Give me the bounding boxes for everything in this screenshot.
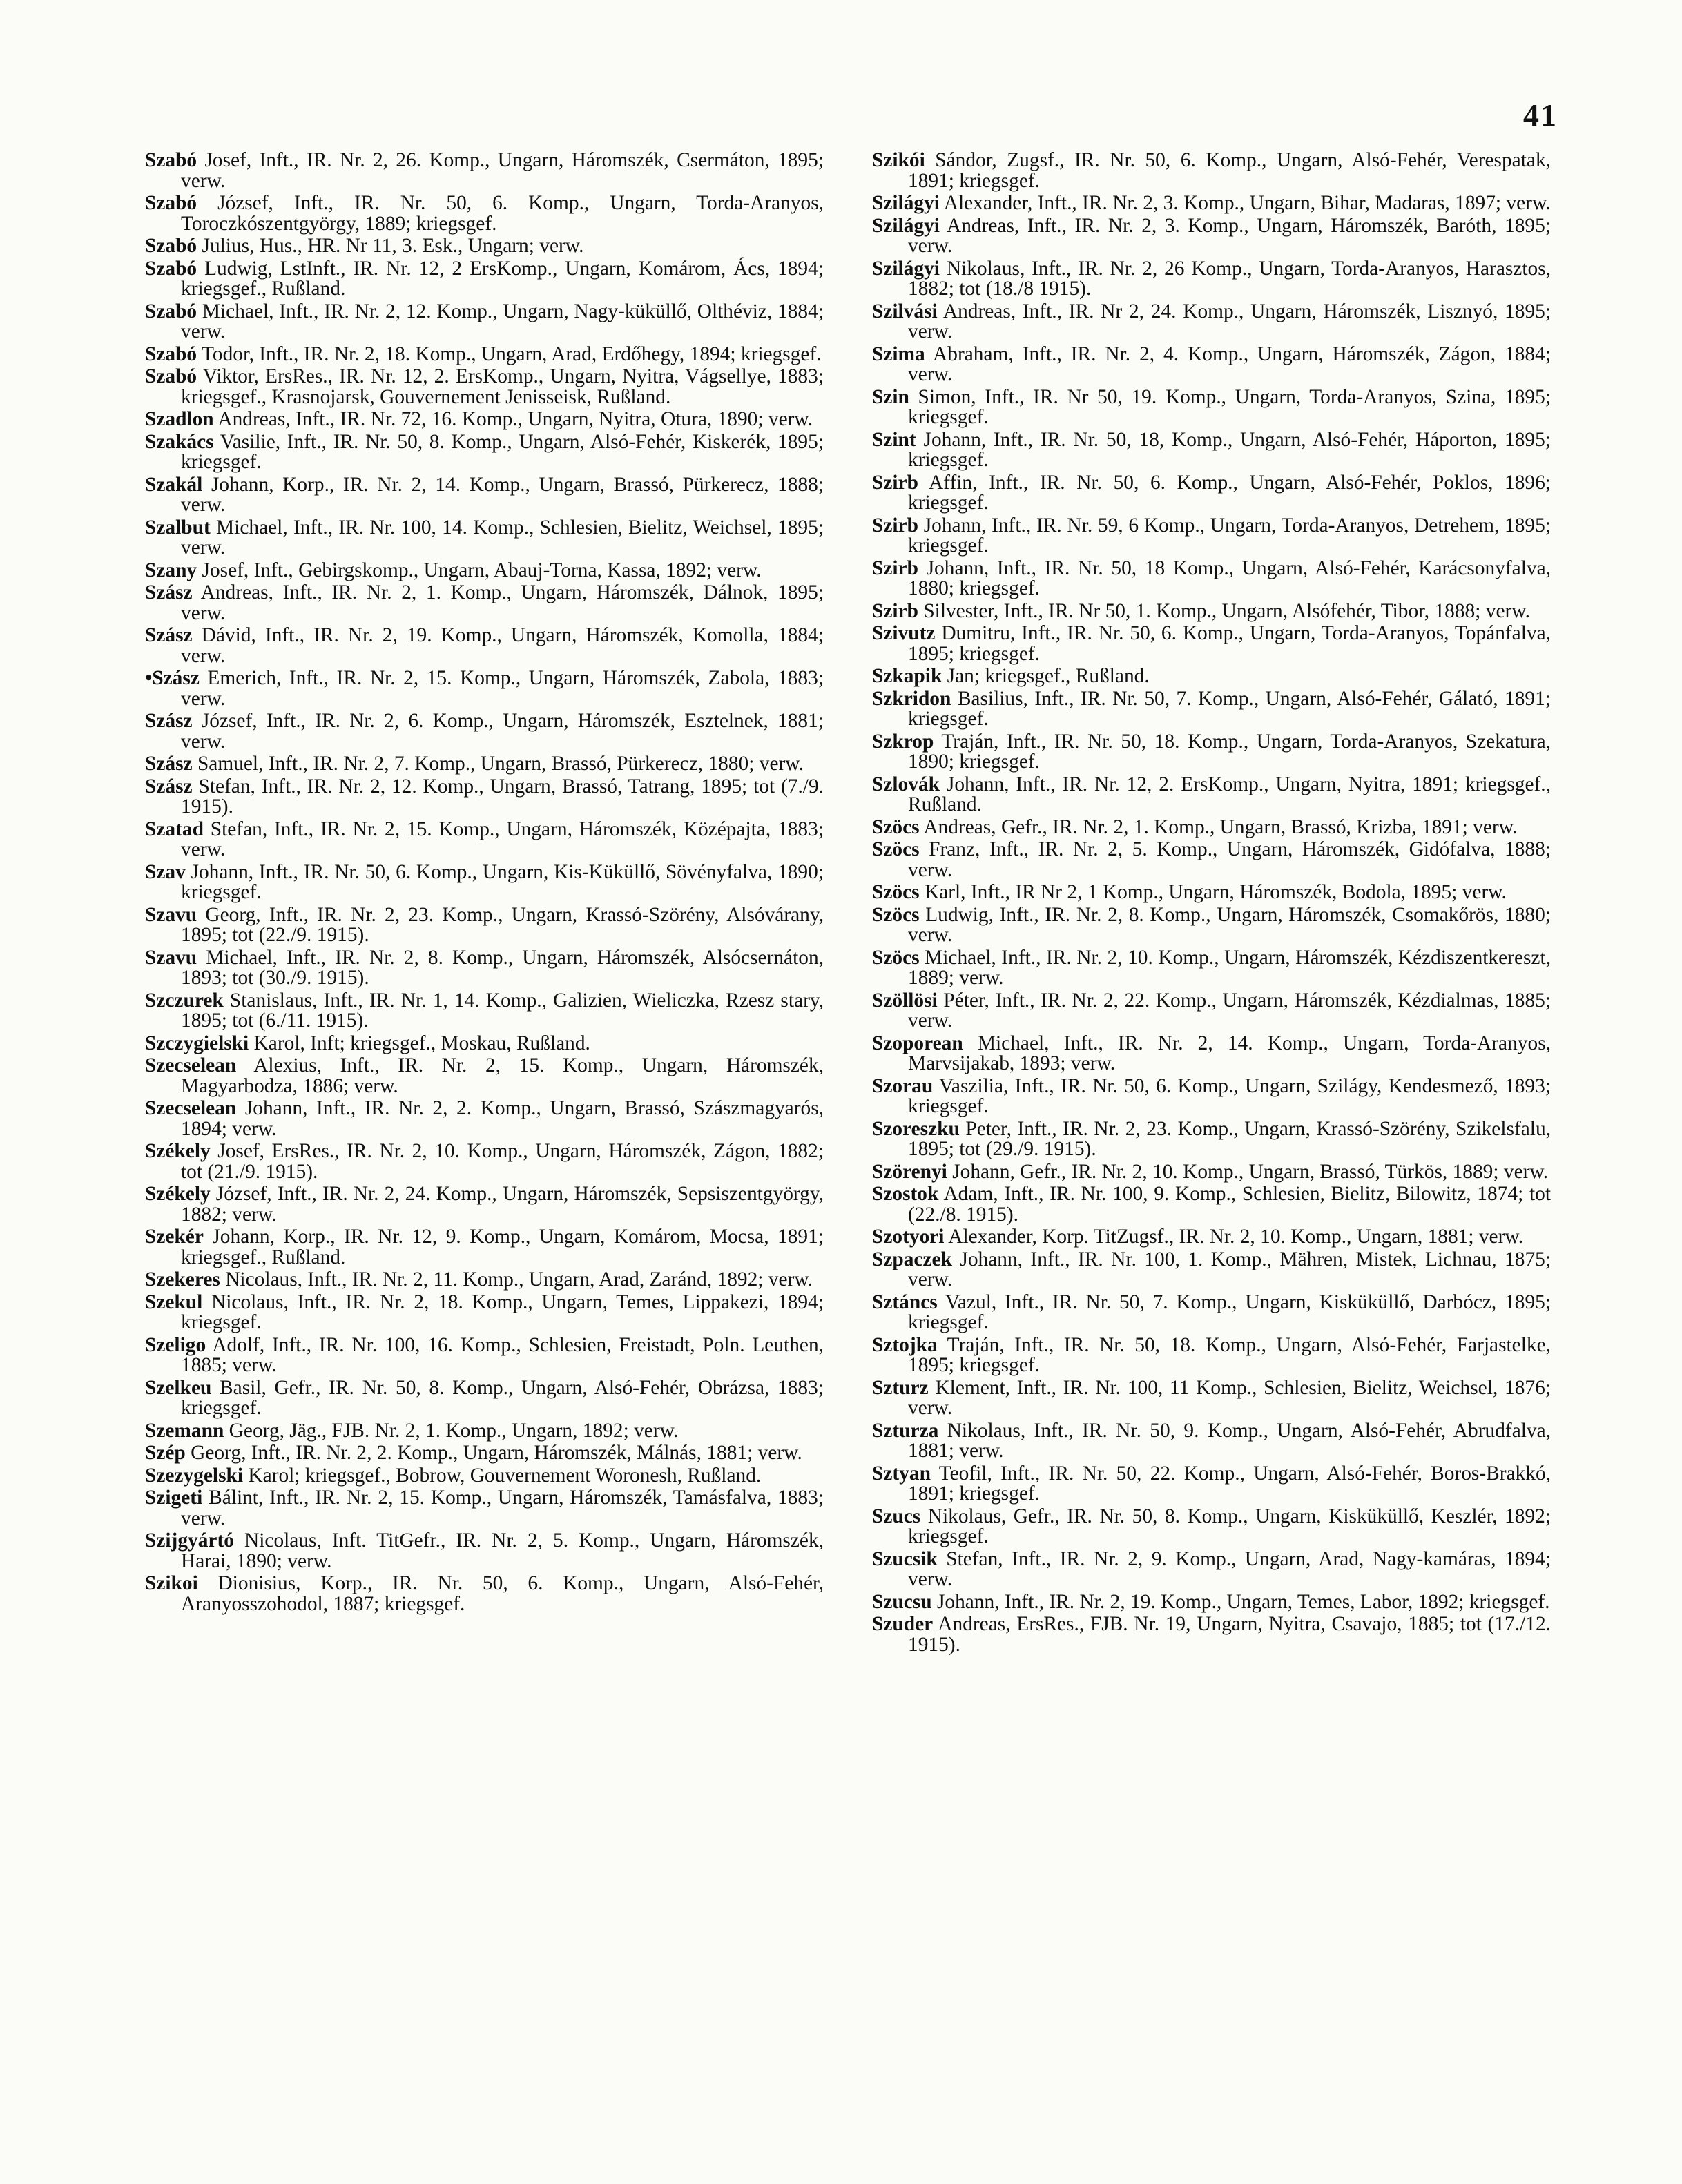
list-item	[145, 583, 824, 624]
list-item	[145, 1293, 824, 1333]
list-item	[145, 1056, 824, 1096]
entry-details: Nikolaus, Gefr., IR. Nr. 50, 8. Komp., Ungarn, Kisküküllő, Keszlér, 1892; kriegsgef.	[908, 1505, 1551, 1547]
entry-details: Andreas, Inft., IR. Nr. 72, 16. Komp., Ungarn, Nyitra, Otura, 1890; verw.	[218, 408, 813, 430]
entry-surname: Szekul	[145, 1291, 203, 1313]
entry-details: Stefan, Inft., IR. Nr. 2, 12. Komp., Ungarn, Brassó, Tatrang, 1895; tot (7./9. 1915).	[181, 775, 824, 818]
list-item	[872, 302, 1551, 342]
list-item	[872, 689, 1551, 730]
right-column	[872, 151, 1551, 1657]
entry-surname: Szabó	[145, 257, 197, 280]
entry-details: Michael, Inft., IR. Nr. 100, 14. Komp., Schlesien, Bielitz, Weichsel, 1895; verw.	[181, 516, 824, 559]
entry-details: Johann, Inft., IR. Nr. 50, 18 Komp., Ungarn, Alsó-Fehér, Karácsonyfalva, 1880; kriegsgef.	[908, 557, 1551, 599]
list-item	[145, 626, 824, 666]
entry-details: Andreas, ErsRes., FJB. Nr. 19, Ungarn, Nyitra, Csavajo, 1885; tot (17./12. 1915).	[908, 1613, 1551, 1656]
entry-surname: Szász	[145, 710, 193, 732]
entry-surname: Sztyan	[872, 1462, 931, 1485]
entry-details: Michael, Inft., IR. Nr. 2, 10. Komp., Ungarn, Háromszék, Kézdiszentkereszt, 1889; verw.	[908, 946, 1551, 989]
entry-surname: Szabó	[145, 365, 197, 387]
entry-details: Karol; kriegsgef., Bobrow, Gouvernement Woronesh, Rußland.	[248, 1464, 762, 1487]
entry-surname: Szin	[872, 385, 909, 408]
entry-surname: Székely	[145, 1183, 211, 1205]
list-item	[145, 1488, 824, 1529]
entry-details: Johann, Inft., IR. Nr. 2, 19. Komp., Ungarn, Temes, Labor, 1892; kriegsgef.	[936, 1590, 1550, 1613]
entry-surname: Székely	[145, 1140, 211, 1162]
entry-details: Johann, Inft., IR. Nr. 2, 2. Komp., Ungarn, Brassó, Szászmagyarós, 1894; verw.	[181, 1097, 824, 1140]
list-item	[145, 518, 824, 559]
entry-details: József, Inft., IR. Nr. 2, 6. Komp., Ungarn, Háromszék, Esztelnek, 1881; verw.	[181, 710, 824, 753]
list-item	[872, 905, 1551, 946]
entry-surname: Szilágyi	[872, 257, 940, 280]
entry-details: Bálint, Inft., IR. Nr. 2, 15. Komp., Ungarn, Háromszék, Tamásfalva, 1883; verw.	[181, 1487, 824, 1529]
list-item	[872, 1549, 1551, 1590]
entry-details: Teofil, Inft., IR. Nr. 50, 22. Komp., Ungarn, Alsó-Fehér, Boros-Brakkó, 1891; kriegsgef.	[908, 1462, 1551, 1505]
entry-details: Johann, Korp., IR. Nr. 2, 14. Komp., Ungarn, Brassó, Pürkerecz, 1888; verw.	[181, 473, 824, 516]
entry-details: Vazul, Inft., IR. Nr. 50, 7. Komp., Ungarn, Kisküküllő, Darbócz, 1895; kriegsgef.	[908, 1291, 1551, 1333]
entry-surname: Szigeti	[145, 1487, 203, 1509]
entry-surname: Szirb	[872, 471, 918, 494]
list-item	[145, 777, 824, 818]
list-item	[872, 1227, 1551, 1248]
list-item	[872, 815, 1551, 838]
entry-details: Todor, Inft., IR. Nr. 2, 18. Komp., Ungarn, Arad, Erdőhegy, 1894; kriegsgef.	[201, 342, 822, 365]
entry-details: Michael, Inft., IR. Nr. 2, 8. Komp., Ungarn, Háromszék, Alsócsernáton, 1893; tot (30./9. 1915).	[181, 946, 824, 989]
entry-surname: Szijgyártó	[145, 1529, 234, 1552]
list-item	[872, 1076, 1551, 1117]
list-item	[872, 193, 1551, 214]
entry-details: Viktor, ErsRes., IR. Nr. 12, 2. ErsKomp., Ungarn, Nyitra, Vágsellye, 1883; kriegsgef., Krasnojarsk, Gouvernement Jenisseisk, Rußland.	[181, 365, 824, 408]
list-item	[145, 259, 824, 300]
entry-details: Johann, Gefr., IR. Nr. 2, 10. Komp., Ungarn, Brassó, Türkös, 1889; verw.	[952, 1160, 1549, 1183]
entry-details: Jan; kriegsgef., Rußland.	[947, 665, 1150, 687]
entry-details: Péter, Inft., IR. Nr. 2, 22. Komp., Ungarn, Háromszék, Kézdialmas, 1885; verw.	[908, 989, 1551, 1032]
list-item	[145, 754, 824, 775]
list-item	[145, 561, 824, 581]
entry-surname: •Szász	[145, 667, 200, 689]
list-item	[145, 991, 824, 1032]
entry-details: Silvester, Inft., IR. Nr 50, 1. Komp., Ungarn, Alsófehér, Tibor, 1888; verw.	[923, 599, 1530, 622]
list-item	[145, 1034, 824, 1054]
entry-surname: Szirb	[872, 514, 918, 537]
entry-details: Ludwig, Inft., IR. Nr. 2, 8. Komp., Ungarn, Háromszék, Csomakőrös, 1880; verw.	[908, 903, 1551, 946]
list-item	[145, 1443, 824, 1464]
entry-details: Abraham, Inft., IR. Nr. 2, 4. Komp., Ungarn, Háromszék, Zágon, 1884; verw.	[908, 342, 1551, 385]
list-item	[872, 882, 1551, 903]
entry-details: Peter, Inft., IR. Nr. 2, 23. Komp., Ungarn, Krassó-Szörény, Szikelsfalu, 1895; tot (29./9. 1915).	[908, 1117, 1551, 1160]
list-item	[872, 666, 1551, 687]
list-item	[145, 1099, 824, 1139]
entry-surname: Szelkeu	[145, 1376, 212, 1399]
entry-surname: Szekér	[145, 1226, 204, 1248]
list-item	[145, 905, 824, 946]
list-item	[872, 1184, 1551, 1225]
entry-surname: Szotyori	[872, 1226, 945, 1248]
entry-details: Andreas, Gefr., IR. Nr. 2, 1. Komp., Ungarn, Brassó, Krizba, 1891; verw.	[923, 815, 1518, 838]
entry-surname: Szöcs	[872, 903, 920, 926]
entry-details: József, Inft., IR. Nr. 2, 24. Komp., Ungarn, Háromszék, Sepsiszentgyörgy, 1882; verw.	[181, 1183, 824, 1226]
entry-details: Simon, Inft., IR. Nr 50, 19. Komp., Ungarn, Torda-Aranyos, Szina, 1895; kriegsgef.	[908, 385, 1551, 428]
entry-details: Stefan, Inft., IR. Nr. 2, 9. Komp., Ungarn, Arad, Nagy-kamáras, 1894; verw.	[908, 1547, 1551, 1590]
entry-details: Ludwig, LstInft., IR. Nr. 12, 2 ErsKomp., Ungarn, Komárom, Ács, 1894; kriegsgef., Rußland.	[181, 257, 824, 300]
list-item	[872, 151, 1551, 191]
entry-surname: Szany	[145, 559, 197, 581]
entry-surname: Szima	[872, 342, 925, 365]
list-item	[872, 516, 1551, 557]
entry-surname: Szkapik	[872, 665, 942, 687]
list-item	[145, 711, 824, 752]
entry-details: Georg, Jäg., FJB. Nr. 2, 1. Komp., Ungarn, 1892; verw.	[229, 1419, 679, 1442]
list-item	[145, 342, 824, 365]
entry-details: Johann, Inft., IR. Nr. 50, 6. Komp., Ungarn, Kis-Küküllő, Sövényfalva, 1890; kriegsgef.	[181, 860, 824, 903]
entry-surname: Szlovák	[872, 773, 940, 795]
list-item	[872, 559, 1551, 599]
entry-surname: Sztojka	[872, 1333, 938, 1356]
entry-surname: Szkridon	[872, 687, 951, 710]
list-item	[145, 367, 824, 407]
entry-details: Nicolaus, Inft., IR. Nr. 2, 11. Komp., Ungarn, Arad, Zaránd, 1892; verw.	[225, 1268, 813, 1291]
entry-surname: Szav	[145, 860, 186, 883]
entry-details: Dávid, Inft., IR. Nr. 2, 19. Komp., Ungarn, Háromszék, Komolla, 1884; verw.	[181, 624, 824, 667]
entry-surname: Szuder	[872, 1613, 934, 1635]
entry-details: Josef, Inft., Gebirgskomp., Ungarn, Abauj-Torna, Kassa, 1892; verw.	[202, 559, 762, 581]
entry-details: Sándor, Zugsf., IR. Nr. 50, 6. Komp., Ungarn, Alsó-Fehér, Verespatak, 1891; kriegsgef.	[908, 149, 1551, 192]
entry-surname: Szilvási	[872, 300, 938, 322]
entry-details: Karl, Inft., IR Nr 2, 1 Komp., Ungarn, Háromszék, Bodola, 1895; verw.	[924, 881, 1507, 903]
entry-details: Johann, Inft., IR. Nr. 12, 2. ErsKomp., Ungarn, Nyitra, 1891; kriegsgef., Rußland.	[908, 773, 1551, 815]
entry-details: Basilius, Inft., IR. Nr. 50, 7. Komp., Ungarn, Alsó-Fehér, Gálató, 1891; kriegsgef.	[908, 687, 1551, 730]
entry-details: Johann, Inft., IR. Nr. 50, 18, Komp., Ungarn, Alsó-Fehér, Háporton, 1895; kriegsgef.	[908, 428, 1551, 471]
entry-details: Julius, Hus., HR. Nr 11, 3. Esk., Ungarn; verw.	[202, 235, 584, 257]
list-item	[872, 342, 1551, 385]
entry-surname: Szabó	[145, 235, 197, 257]
entry-details: Andreas, Inft., IR. Nr 2, 24. Komp., Ungarn, Háromszék, Lisznyó, 1895; verw.	[908, 300, 1551, 342]
list-item	[872, 775, 1551, 815]
list-item	[872, 1250, 1551, 1291]
entry-surname: Szilágyi	[872, 192, 940, 214]
entry-details: Samuel, Inft., IR. Nr. 2, 7. Komp., Ungarn, Brassó, Pürkerecz, 1880; verw.	[197, 753, 804, 775]
entry-surname: Szász	[145, 775, 193, 798]
list-item	[872, 1335, 1551, 1376]
entry-surname: Szucs	[872, 1505, 921, 1527]
entry-surname: Szadlon	[145, 408, 214, 430]
list-item	[872, 1162, 1551, 1183]
list-item	[872, 1421, 1551, 1462]
entry-surname: Szöcs	[872, 815, 920, 838]
entry-surname: Szturz	[872, 1376, 929, 1399]
entry-details: Michael, Inft., IR. Nr. 2, 14. Komp., Ungarn, Torda-Aranyos, Marvsijakab, 1893; verw.	[908, 1032, 1551, 1074]
entry-details: Klement, Inft., IR. Nr. 100, 11 Komp., Schlesien, Bielitz, Weichsel, 1876; verw.	[908, 1376, 1551, 1419]
entry-details: Michael, Inft., IR. Nr. 2, 12. Komp., Ungarn, Nagy-küküllő, Olthéviz, 1884; verw.	[181, 300, 824, 342]
entry-details: Johann, Inft., IR. Nr. 59, 6 Komp., Ungarn, Torda-Aranyos, Detrehem, 1895; kriegsgef.	[908, 514, 1551, 557]
list-item	[145, 948, 824, 989]
list-item	[145, 193, 824, 234]
entry-details: Karol, Inft; kriegsgef., Moskau, Rußland.	[253, 1032, 590, 1054]
entry-surname: Szorau	[872, 1074, 934, 1097]
entry-surname: Szecselean	[145, 1097, 237, 1119]
entry-surname: Szabó	[145, 342, 197, 365]
list-item	[145, 1141, 824, 1182]
list-item	[145, 668, 824, 709]
entry-details: Dumitru, Inft., IR. Nr. 50, 6. Komp., Ungarn, Torda-Aranyos, Topánfalva, 1895; kriegsgef.	[908, 622, 1551, 665]
list-item	[872, 732, 1551, 773]
entry-surname: Szecselean	[145, 1054, 237, 1076]
entry-surname: Szakács	[145, 430, 214, 453]
entry-details: Emerich, Inft., IR. Nr. 2, 15. Komp., Ungarn, Háromszék, Zabola, 1883; verw.	[181, 667, 824, 710]
entry-surname: Szép	[145, 1442, 186, 1464]
list-item	[145, 1421, 824, 1442]
entry-details: Alexander, Korp. TitZugsf., IR. Nr. 2, 10. Komp., Ungarn, 1881; verw.	[948, 1226, 1524, 1248]
entry-surname: Szucsik	[872, 1547, 938, 1570]
entry-surname: Szabó	[145, 149, 197, 171]
list-item	[872, 430, 1551, 471]
entry-details: Johann, Inft., IR. Nr. 100, 1. Komp., Mähren, Mistek, Lichnau, 1875; verw.	[908, 1248, 1551, 1291]
entry-details: Stanislaus, Inft., IR. Nr. 1, 14. Komp., Galizien, Wieliczka, Rzesz stary, 1895; tot (6./11. 1915).	[181, 989, 824, 1032]
entry-surname: Szeligo	[145, 1333, 206, 1356]
entry-details: Georg, Inft., IR. Nr. 2, 2. Komp., Ungarn, Háromszék, Málnás, 1881; verw.	[191, 1442, 802, 1464]
list-item	[145, 1531, 824, 1572]
list-item	[872, 840, 1551, 880]
entry-details: Alexius, Inft., IR. Nr. 2, 15. Komp., Ungarn, Háromszék, Magyarbodza, 1886; verw.	[181, 1054, 824, 1097]
list-item	[872, 1464, 1551, 1505]
entry-surname: Sztáncs	[872, 1291, 938, 1313]
list-item	[872, 1507, 1551, 1547]
list-item	[145, 151, 824, 191]
entry-details: Nikolaus, Inft., IR. Nr. 50, 9. Komp., Ungarn, Alsó-Fehér, Abrudfalva, 1881; verw.	[908, 1419, 1551, 1462]
entry-surname: Szpaczek	[872, 1248, 952, 1270]
entry-surname: Szöcs	[872, 838, 920, 860]
list-item	[145, 1335, 824, 1376]
entry-surname: Szalbut	[145, 516, 211, 539]
entry-details: Stefan, Inft., IR. Nr. 2, 15. Komp., Ungarn, Háromszék, Középajta, 1883; verw.	[181, 818, 824, 860]
list-item	[872, 991, 1551, 1032]
entry-surname: Szabó	[145, 300, 197, 322]
page-number: 41	[1523, 97, 1558, 133]
entry-surname: Szint	[872, 428, 916, 451]
entry-surname: Szkrop	[872, 730, 934, 753]
list-item	[145, 1574, 824, 1614]
entry-surname: Szöllösi	[872, 989, 938, 1012]
entries-columns	[145, 151, 1551, 1657]
list-item	[872, 1614, 1551, 1655]
entry-details: Josef, ErsRes., IR. Nr. 2, 10. Komp., Ungarn, Háromszék, Zágon, 1882; tot (21./9. 1915).	[181, 1140, 824, 1183]
list-item	[145, 302, 824, 342]
list-item	[872, 1592, 1551, 1613]
entry-surname: Szász	[145, 753, 193, 775]
entry-surname: Szoreszku	[872, 1117, 960, 1140]
list-item	[872, 259, 1551, 300]
entry-details: Vasilie, Inft., IR. Nr. 50, 8. Komp., Ungarn, Alsó-Fehér, Kiskerék, 1895; kriegsgef.	[181, 430, 824, 473]
entry-details: Dionisius, Korp., IR. Nr. 50, 6. Komp., Ungarn, Alsó-Fehér, Aranyosszohodol, 1887; kriegsgef.	[181, 1572, 824, 1615]
entry-surname: Szatad	[145, 818, 204, 840]
list-item	[145, 1466, 824, 1487]
entry-surname: Szavu	[145, 903, 197, 926]
list-item	[145, 409, 824, 430]
list-item	[872, 601, 1551, 622]
list-item	[872, 1293, 1551, 1333]
list-item	[872, 1119, 1551, 1160]
entry-surname: Szikói	[872, 149, 925, 171]
entry-surname: Szikoi	[145, 1572, 198, 1594]
entry-surname: Szucsu	[872, 1590, 932, 1613]
entry-details: Traján, Inft., IR. Nr. 50, 18. Komp., Ungarn, Torda-Aranyos, Szekatura, 1890; kriegsgef.	[908, 730, 1552, 773]
entry-details: Josef, Inft., IR. Nr. 2, 26. Komp., Ungarn, Háromszék, Csermáton, 1895; verw.	[181, 149, 824, 192]
list-item	[872, 624, 1551, 664]
entry-surname: Szirb	[872, 599, 918, 622]
entry-surname: Szász	[145, 624, 193, 646]
entry-details: József, Inft., IR. Nr. 50, 6. Komp., Ungarn, Torda-Aranyos, Toroczkószentgyörgy, 1889; kriegsgef.	[181, 192, 824, 235]
entry-surname: Szemann	[145, 1419, 224, 1442]
entry-details: Nicolaus, Inft., IR. Nr. 2, 18. Komp., Ungarn, Temes, Lippakezi, 1894; kriegsgef.	[181, 1291, 824, 1333]
entry-details: Franz, Inft., IR. Nr. 2, 5. Komp., Ungarn, Háromszék, Gidófalva, 1888; verw.	[908, 838, 1551, 881]
entry-surname: Szczygielski	[145, 1032, 249, 1054]
entry-surname: Szörenyi	[872, 1160, 947, 1183]
entry-surname: Szekeres	[145, 1268, 220, 1291]
entry-details: Alexander, Inft., IR. Nr. 2, 3. Komp., Ungarn, Bihar, Madaras, 1897; verw.	[943, 192, 1551, 214]
entry-details: Nicolaus, Inft. TitGefr., IR. Nr. 2, 5. Komp., Ungarn, Háromszék, Harai, 1890; verw.	[181, 1529, 824, 1572]
entry-surname: Szturza	[872, 1419, 939, 1442]
entry-surname: Szakál	[145, 473, 203, 496]
list-item	[872, 948, 1551, 989]
entry-surname: Szirb	[872, 557, 918, 579]
entry-surname: Szoporean	[872, 1032, 963, 1054]
list-item	[872, 473, 1551, 514]
entry-details: Johann, Korp., IR. Nr. 12, 9. Komp., Ungarn, Komárom, Mocsa, 1891; kriegsgef., Rußland.	[181, 1226, 824, 1268]
entry-details: Andreas, Inft., IR. Nr. 2, 1. Komp., Ungarn, Háromszék, Dálnok, 1895; verw.	[181, 581, 824, 624]
list-item	[145, 1270, 824, 1291]
entry-surname: Szavu	[145, 946, 197, 969]
entry-details: Vaszilia, Inft., IR. Nr. 50, 6. Komp., Ungarn, Szilágy, Kendesmező, 1893; kriegsgef.	[908, 1074, 1551, 1117]
entry-surname: Szczurek	[145, 989, 224, 1012]
list-item	[145, 475, 824, 516]
list-item	[145, 432, 824, 473]
entry-surname: Szezygelski	[145, 1464, 244, 1487]
entry-surname: Szász	[145, 581, 193, 603]
list-item	[145, 236, 824, 257]
entry-details: Adolf, Inft., IR. Nr. 100, 16. Komp., Schlesien, Freistadt, Poln. Leuthen, 1885; verw.	[181, 1333, 824, 1376]
entry-details: Adam, Inft., IR. Nr. 100, 9. Komp., Schlesien, Bielitz, Bilowitz, 1874; tot (22./8. 1915).	[908, 1183, 1551, 1226]
entry-surname: Szivutz	[872, 622, 936, 644]
entry-details: Georg, Inft., IR. Nr. 2, 23. Komp., Ungarn, Krassó-Szörény, Alsóvárany, 1895; tot (22./9. 1915).	[181, 903, 824, 946]
entry-surname: Szöcs	[872, 946, 920, 969]
list-item	[872, 1034, 1551, 1074]
entry-surname: Szostok	[872, 1183, 939, 1205]
entry-details: Traján, Inft., IR. Nr. 50, 18. Komp., Ungarn, Alsó-Fehér, Farjastelke, 1895; kriegsgef.	[908, 1333, 1551, 1376]
list-item	[872, 387, 1551, 428]
entry-details: Andreas, Inft., IR. Nr. 2, 3. Komp., Ungarn, Háromszék, Baróth, 1895; verw.	[908, 214, 1551, 257]
entry-details: Affin, Inft., IR. Nr. 50, 6. Komp., Ungarn, Alsó-Fehér, Poklos, 1896; kriegsgef.	[908, 471, 1551, 514]
entry-surname: Szilágyi	[872, 214, 940, 237]
list-item	[145, 820, 824, 860]
list-item	[145, 1184, 824, 1225]
list-item	[145, 862, 824, 903]
left-column	[145, 151, 824, 1657]
list-item	[145, 1378, 824, 1419]
list-item	[872, 1378, 1551, 1419]
entry-details: Basil, Gefr., IR. Nr. 50, 8. Komp., Ungarn, Alsó-Fehér, Obrázsa, 1883; kriegsgef.	[181, 1376, 824, 1419]
list-item	[872, 216, 1551, 257]
entry-surname: Szabó	[145, 192, 197, 214]
list-item	[145, 1227, 824, 1268]
entry-details: Nikolaus, Inft., IR. Nr. 2, 26 Komp., Ungarn, Torda-Aranyos, Harasztos, 1882; tot (18./8 1915).	[908, 257, 1552, 300]
entry-surname: Szöcs	[872, 881, 920, 903]
